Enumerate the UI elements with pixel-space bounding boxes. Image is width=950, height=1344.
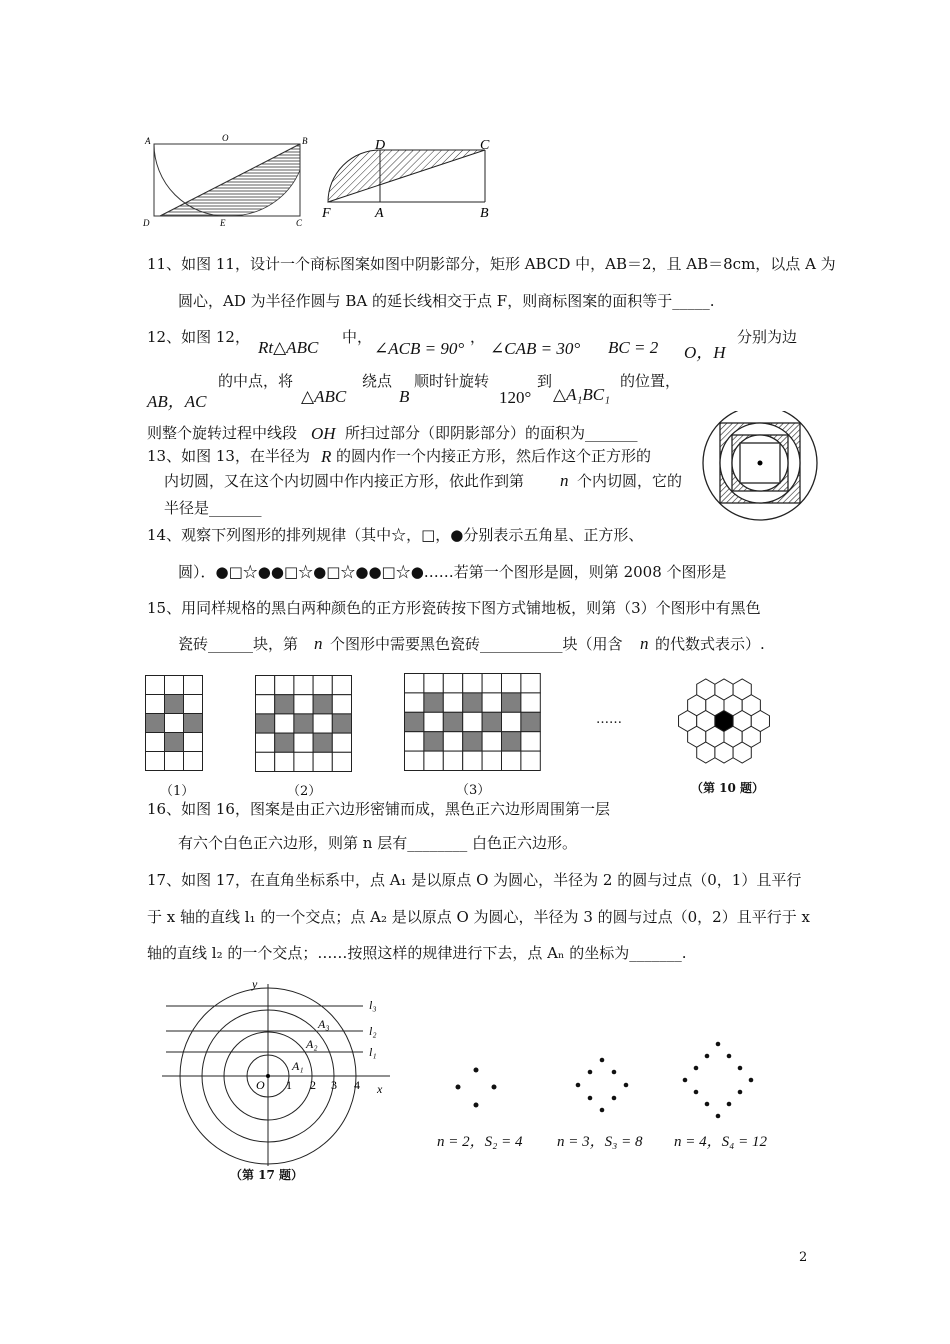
- q12-rt-triangle: Rt△ABC: [258, 338, 319, 357]
- q13-p5: 半径是_______: [164, 499, 262, 517]
- q13-r: R: [321, 447, 332, 466]
- black-tile: [502, 693, 521, 712]
- q16-line1: 16、如图 16，图案是由正六边形密铺而成，黑色正六边形周围第一层: [147, 800, 610, 818]
- black-tile: [256, 714, 275, 733]
- q15-n: n: [314, 634, 323, 653]
- dot-figure-n4: [670, 1036, 770, 1130]
- black-tile: [313, 695, 332, 714]
- white-tile: [332, 752, 351, 771]
- white-tile: [482, 751, 501, 770]
- q13-n: n: [560, 471, 569, 490]
- q14-line1: 14、观察下列图形的排列规律（其中☆，□，●分别表示五角星、正方形、: [147, 526, 644, 544]
- q15-l2a: 瓷砖______块，第: [178, 635, 299, 653]
- tile-figure-3: [404, 673, 541, 771]
- q12-line3a: 则整个旋转过程中线段: [147, 424, 298, 442]
- dot-caption-n3: n = 3，S₃ = 8: [557, 1134, 643, 1150]
- q13-p2: 的圆内作一个内接正方形，然后作这个正方形的: [336, 447, 652, 465]
- black-tile: [521, 712, 540, 731]
- white-tile: [405, 693, 424, 712]
- white-tile: [146, 676, 165, 695]
- q14-line2: 圆）．●□☆●●□☆●□☆●●□☆●……若第一个图形是圆，则第 2008 个图形是: [178, 563, 727, 581]
- white-tile: [332, 676, 351, 695]
- label-B: B: [480, 206, 489, 221]
- fig17-A3: A₃: [318, 1017, 330, 1031]
- white-tile: [463, 751, 482, 770]
- label-D: D: [375, 138, 386, 153]
- label-C: C: [480, 138, 490, 153]
- label-E: E: [220, 218, 226, 228]
- fig17-tick2: 2: [310, 1078, 316, 1092]
- white-tile: [424, 751, 443, 770]
- white-tile: [294, 752, 313, 771]
- fig17-l2: l₂: [369, 1024, 377, 1038]
- label-B: B: [302, 136, 308, 146]
- fig17-tick3: 3: [331, 1078, 337, 1092]
- white-tile: [405, 751, 424, 770]
- fig17-l3: l₃: [369, 998, 377, 1012]
- q12-prefix: 12、如图 12，: [147, 328, 250, 346]
- label-A: A: [145, 136, 151, 146]
- white-tile: [184, 676, 203, 695]
- black-tile: [463, 693, 482, 712]
- q12-oh2: OH: [311, 424, 336, 443]
- white-tile: [256, 676, 275, 695]
- white-tile: [521, 693, 540, 712]
- white-tile: [332, 733, 351, 752]
- fig17-A1: A₁: [292, 1059, 304, 1073]
- white-hexagon: [751, 711, 769, 732]
- label-F: F: [322, 206, 331, 221]
- q12-mid: 的中点，将: [218, 372, 294, 390]
- q12-degree: 120°: [499, 388, 532, 407]
- dot-caption-n2: n = 2，S₂ = 4: [437, 1134, 523, 1150]
- q12-cw: 顺时针旋转: [414, 372, 490, 390]
- label-O: O: [222, 133, 229, 143]
- white-tile: [443, 732, 462, 751]
- black-tile: [463, 732, 482, 751]
- figure-quarter-circle-rectangle: [315, 135, 500, 225]
- q15-l2b: 个图形中需要黑色瓷砖___________块（用含: [330, 635, 623, 653]
- white-tile: [463, 674, 482, 693]
- q12-tail: 分别为边: [737, 328, 798, 346]
- q13-p4: 个内切圆，它的: [577, 472, 683, 490]
- label-C: C: [296, 218, 303, 228]
- black-tile: [482, 712, 501, 731]
- white-tile: [482, 674, 501, 693]
- black-tile: [275, 733, 294, 752]
- white-tile: [184, 752, 203, 771]
- dot-caption-n4: n = 4，S₄ = 12: [674, 1134, 767, 1150]
- q12-pos: 的位置，: [620, 372, 681, 390]
- black-tile: [405, 712, 424, 731]
- white-tile: [165, 676, 184, 695]
- q15-line1: 15、用同样规格的黑白两种颜色的正方形瓷砖按下图方式铺地板，则第（3）个图形中有黑色: [147, 599, 761, 617]
- q15-n2: n: [640, 634, 649, 653]
- q16-line2: 有六个白色正六边形，则第 n 层有________ 白色正六边形。: [178, 834, 577, 852]
- white-tile: [275, 676, 294, 695]
- q12-rot: 绕点: [362, 372, 393, 390]
- figure-semicircle-rectangle: [140, 130, 315, 230]
- dot-figure-n2: [448, 1062, 508, 1122]
- black-tile: [332, 714, 351, 733]
- white-tile: [146, 695, 165, 714]
- white-tile: [443, 751, 462, 770]
- q13-p1: 13、如图 13，在半径为: [147, 447, 310, 465]
- figure-17-concentric-circles: [158, 976, 403, 1166]
- white-tile: [256, 733, 275, 752]
- tile-caption-3: （3）: [456, 783, 491, 798]
- black-tile: [294, 714, 313, 733]
- black-tile: [424, 732, 443, 751]
- q12-bc: BC = 2: [608, 338, 659, 357]
- black-tile: [424, 693, 443, 712]
- white-tile: [275, 752, 294, 771]
- q17-line1: 17、如图 17，在直角坐标系中，点 A₁ 是以原点 O 为圆心，半径为 2 的圆与过点（0，1）且平行: [147, 871, 802, 889]
- black-tile: [165, 695, 184, 714]
- q11-line1: 11、如图 11，设计一个商标图案如图中阴影部分，矩形 ABCD 中，AB＝2，且 AB＝8cm，以点 A 为: [147, 255, 836, 273]
- q15-l2c: 的代数式表示）.: [655, 635, 765, 653]
- q12-angle-cab: ∠CAB = 30°: [490, 339, 581, 358]
- black-tile: [313, 733, 332, 752]
- white-tile: [313, 752, 332, 771]
- hexagon-tiling-figure: [666, 666, 782, 776]
- white-tile: [184, 695, 203, 714]
- white-tile: [256, 695, 275, 714]
- fig17-caption: （第 17 题）: [230, 1168, 304, 1182]
- white-tile: [256, 752, 275, 771]
- white-tile: [521, 732, 540, 751]
- white-tile: [165, 714, 184, 733]
- white-tile: [146, 733, 165, 752]
- white-tile: [502, 674, 521, 693]
- fig17-tick1: 1: [286, 1078, 292, 1092]
- white-tile: [521, 751, 540, 770]
- q12-zhong: 中，: [342, 328, 373, 346]
- white-tile: [184, 733, 203, 752]
- black-tile: [275, 695, 294, 714]
- white-tile: [294, 733, 313, 752]
- q12-point-b: B: [399, 387, 410, 406]
- fig17-l1: l₁: [369, 1045, 377, 1059]
- white-tile: [275, 714, 294, 733]
- tile-ellipsis: ……: [596, 712, 622, 727]
- hexagon-caption: （第 10 题）: [691, 781, 765, 795]
- q12-oh: O，H: [684, 343, 726, 362]
- white-tile: [424, 712, 443, 731]
- q12-to: 到: [537, 372, 553, 390]
- q11-line2: 圆心，AD 为半径作圆与 BA 的延长线相交于点 F，则商标图案的面积等于_____.: [178, 292, 715, 310]
- q13-p3: 内切圆，又在这个内切圆中作内接正方形，依此作到第: [164, 472, 525, 490]
- black-tile: [184, 714, 203, 733]
- q12-angle-acb: ∠ACB = 90°: [374, 339, 465, 358]
- white-tile: [332, 695, 351, 714]
- q12-triangle2: △A₁BC₁: [553, 385, 611, 404]
- white-tile: [313, 676, 332, 695]
- black-tile: [165, 733, 184, 752]
- q12-abac: AB，AC: [147, 392, 207, 411]
- q17-line2: 于 x 轴的直线 l₁ 的一个交点；点 A₂ 是以原点 O 为圆心，半径为 3 的圆与过点（0，2）且平行于 x: [147, 908, 810, 926]
- q12-triangle: △ABC: [301, 387, 347, 406]
- fig17-y: y: [252, 977, 258, 991]
- label-D: D: [143, 218, 150, 228]
- tile-caption-1: （1）: [160, 784, 195, 799]
- white-tile: [443, 674, 462, 693]
- white-tile: [313, 714, 332, 733]
- white-tile: [502, 751, 521, 770]
- black-tile: [146, 714, 165, 733]
- fig17-x: x: [377, 1082, 383, 1096]
- label-A: A: [375, 206, 384, 221]
- figure-nested-circles-squares: [699, 411, 821, 527]
- q12-line3b: 所扫过部分（即阴影部分）的面积为_______: [345, 424, 638, 442]
- q12-comma: ，: [470, 328, 486, 346]
- white-tile: [521, 674, 540, 693]
- white-tile: [146, 752, 165, 771]
- white-tile: [482, 732, 501, 751]
- white-tile: [405, 732, 424, 751]
- white-tile: [463, 712, 482, 731]
- tile-caption-2: （2）: [287, 784, 322, 799]
- white-tile: [294, 695, 313, 714]
- white-tile: [294, 676, 313, 695]
- white-tile: [165, 752, 184, 771]
- white-tile: [502, 712, 521, 731]
- white-tile: [443, 693, 462, 712]
- fig17-O: O: [256, 1078, 265, 1092]
- page-number: 2: [799, 1250, 808, 1265]
- tile-figure-1: [145, 675, 205, 772]
- white-tile: [482, 693, 501, 712]
- fig17-A2: A₂: [306, 1037, 318, 1051]
- white-tile: [405, 674, 424, 693]
- tile-figure-2: [255, 675, 353, 772]
- black-tile: [502, 732, 521, 751]
- fig17-tick4: 4: [354, 1078, 360, 1092]
- q17-line3: 轴的直线 l₂ 的一个交点；……按照这样的规律进行下去，点 Aₙ 的坐标为_______.: [147, 944, 687, 962]
- black-tile: [443, 712, 462, 731]
- dot-figure-n3: [568, 1052, 638, 1124]
- white-tile: [424, 674, 443, 693]
